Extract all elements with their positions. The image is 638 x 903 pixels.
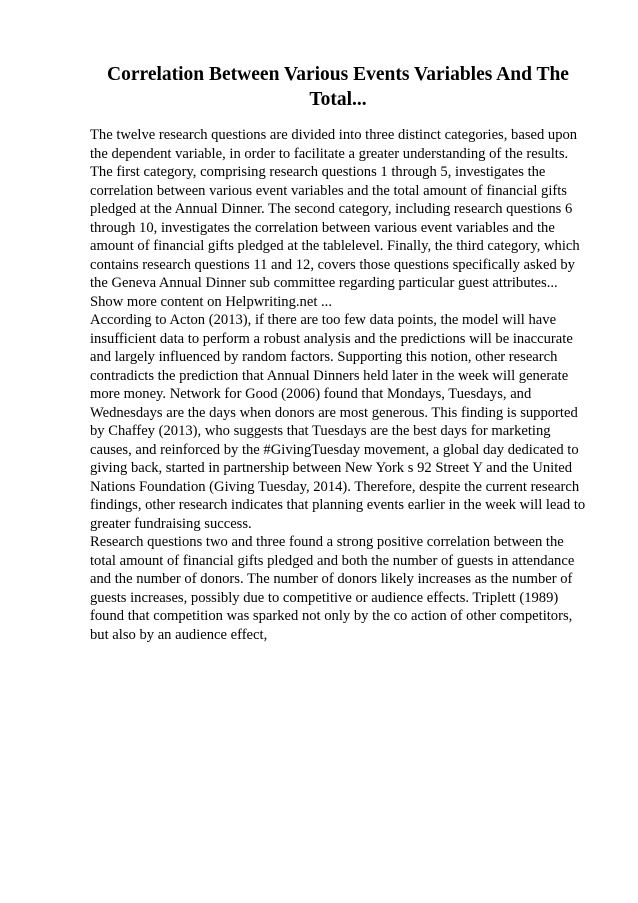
document-body: [90, 126, 586, 644]
document-title: Correlation Between Various Events Variables And The Total...: [107, 64, 569, 110]
paragraph-3: Research questions two and three found a strong positive correlation between the total amount of financial gifts pledged and both the number of guests in attendance and the number of donors. The number of donors likely increases as the number of guests increases, possibly due to competitive or audience effects. Triplett (1989) found that competition was sparked not only by the co action of other competitors, but also by an audience effect,: [90, 534, 575, 643]
paragraph-1: The twelve research questions are divided into three distinct categories, based upon the dependent variable, in order to facilitate a greater understanding of the results. The first category, comprising research questions 1 through 5, investigates the correlation between various event variables and the total amount of financial gifts pledged at the Annual Dinner. The second category, including research questions 6 through 10, investigates the correlation between various event variables and the amount of financial gifts pledged at the tablelevel. Finally, the third category, which contains research questions 11 and 12, covers those questions specifically asked by the Geneva Annual Dinner sub committee regarding particular guest attributes... Show more content on Helpwriting.net ...: [90, 127, 580, 310]
paragraph-2: According to Acton (2013), if there are too few data points, the model will have insufficient data to perform a robust analysis and the predictions will be inaccurate and largely influenced by random factors. Supporting this notion, other research contradicts the prediction that Annual Dinners held later in the week will generate more money. Network for Good (2006) found that Mondays, Tuesdays, and Wednesdays are the days when donors are most generous. This finding is supported by Chaffey (2013), who suggests that Tuesdays are the best days for marketing causes, and reinforced by the #GivingTuesday movement, a global day dedicated to giving back, started in partnership between New York s 92 Street Y and the United Nations Foundation (Giving Tuesday, 2014). Therefore, despite the current research findings, other research indicates that planning events earlier in the week will lead to greater fundraising success.: [90, 312, 586, 532]
